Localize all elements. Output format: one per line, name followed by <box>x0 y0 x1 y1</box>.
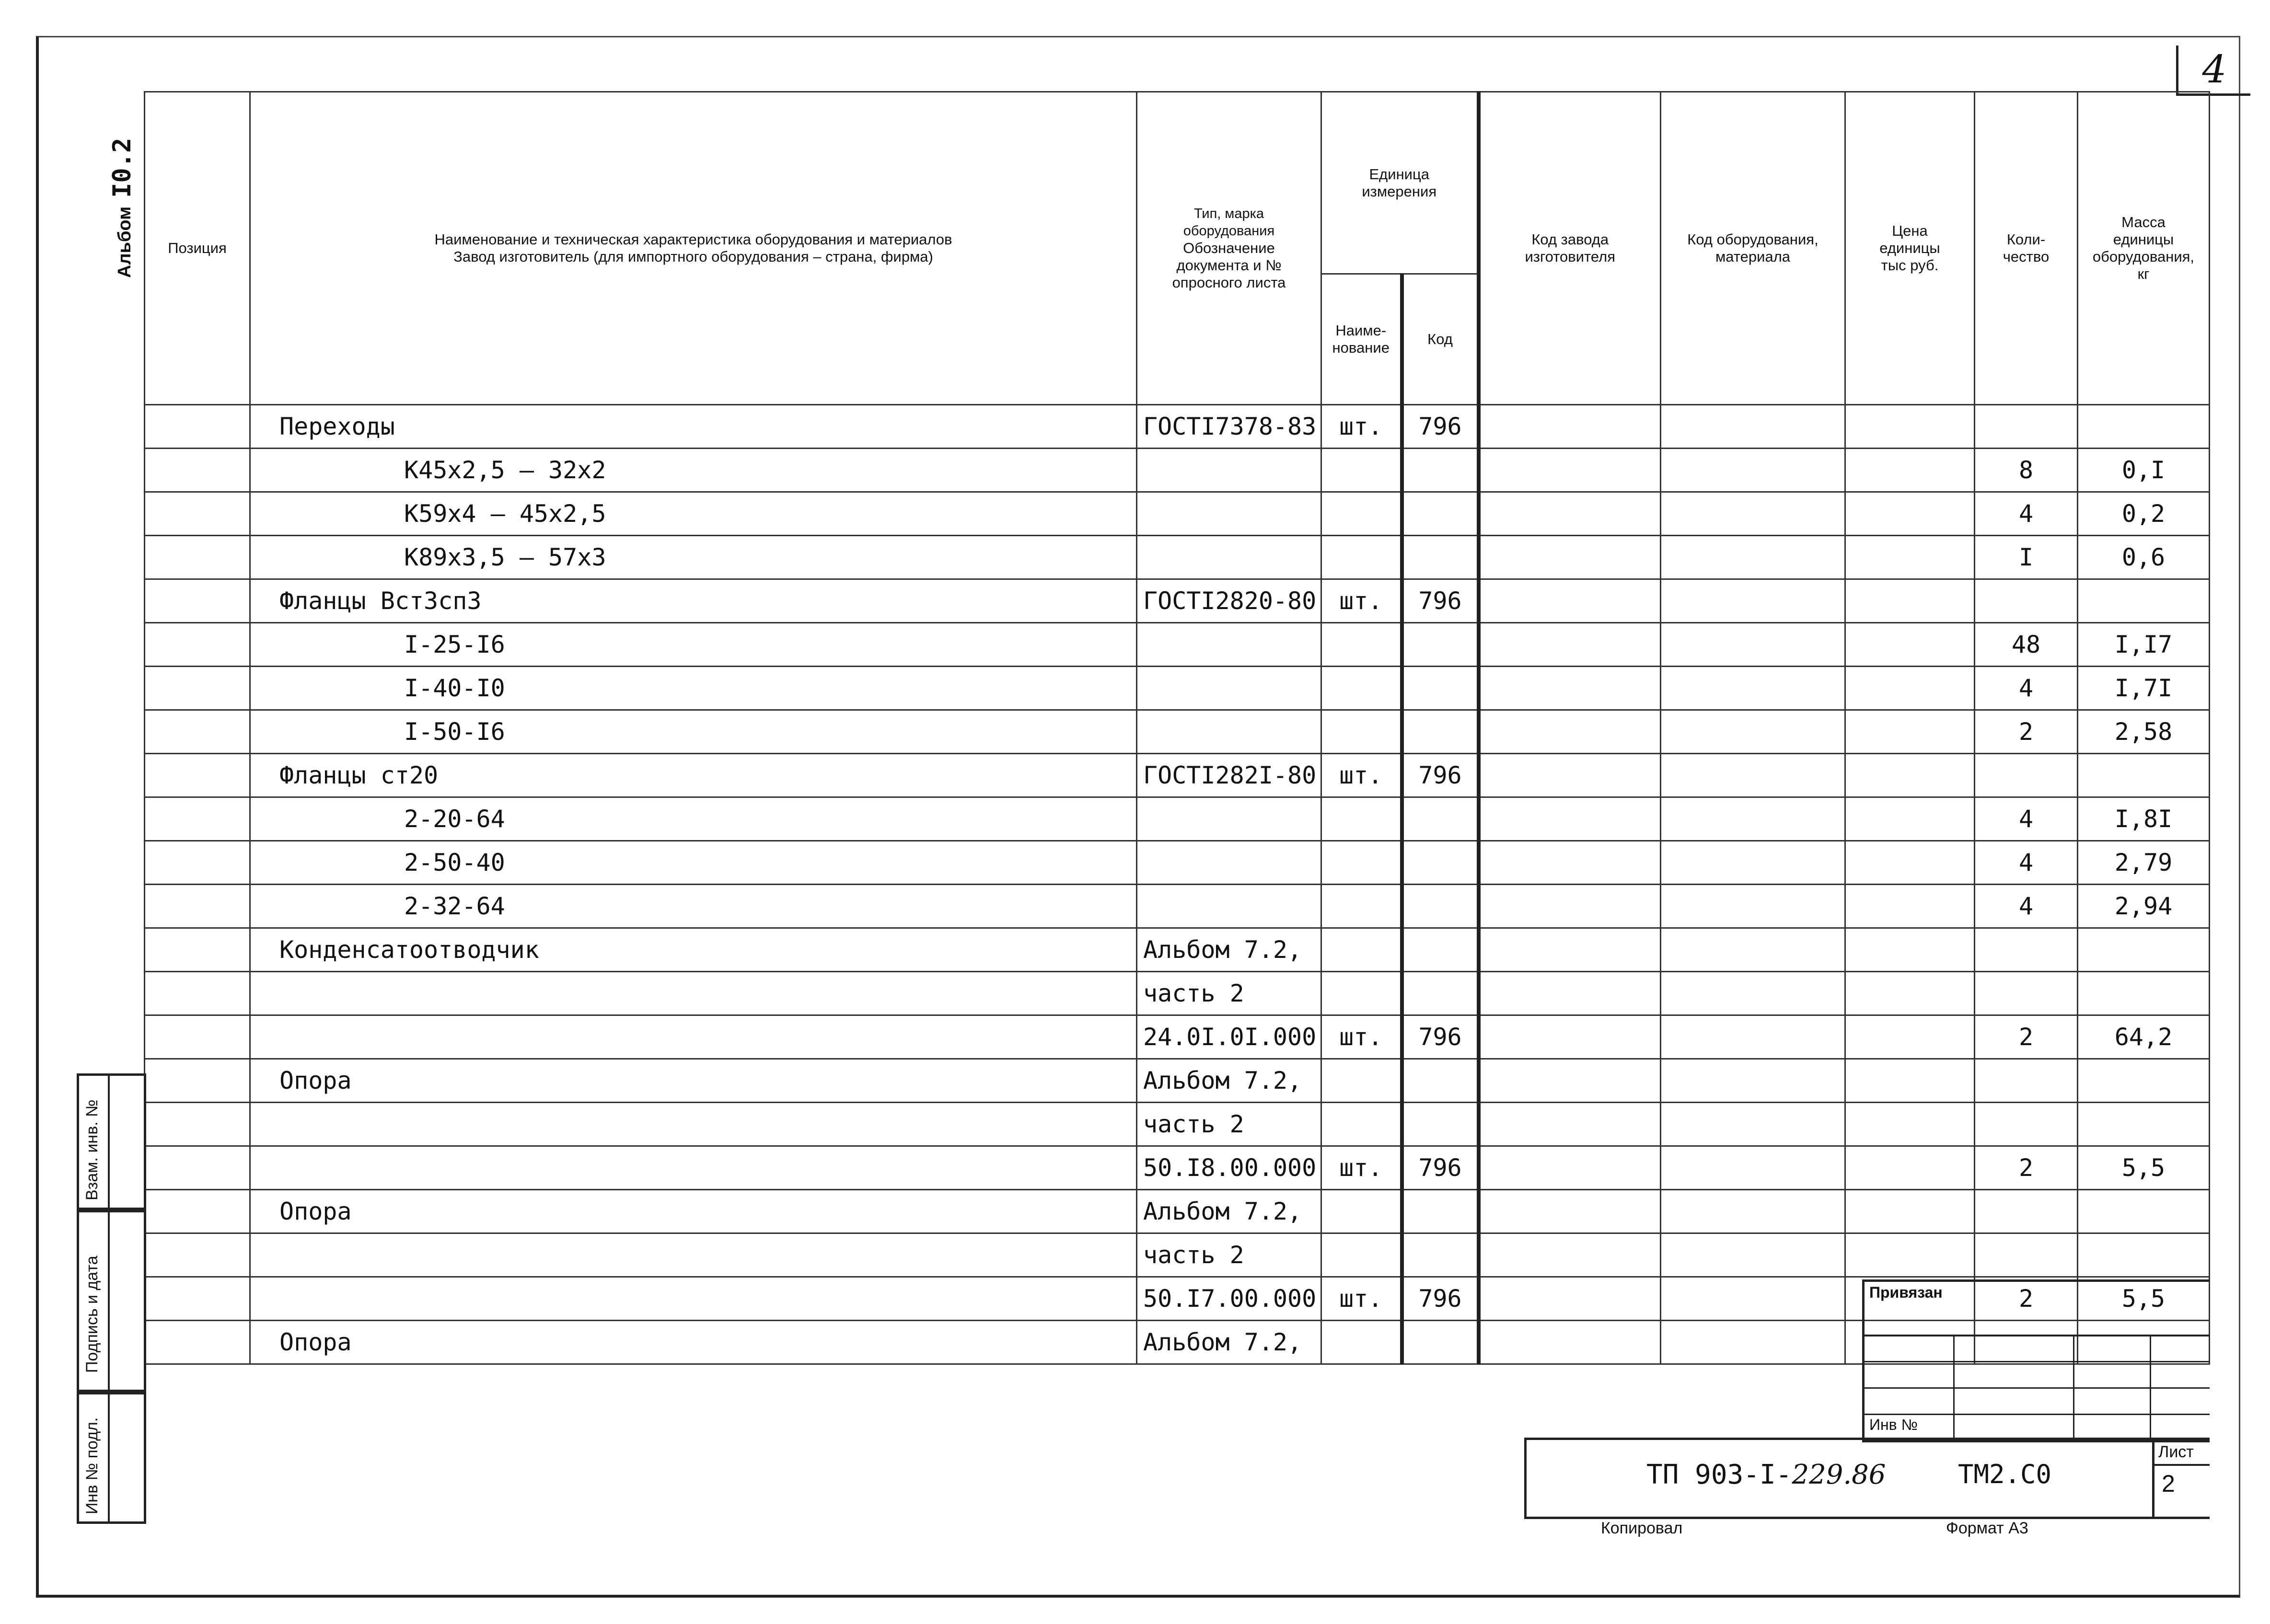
table-row <box>145 841 2210 885</box>
header-unit-name <box>1321 274 1402 405</box>
qty-cell <box>1975 1103 2078 1146</box>
position-cell <box>145 972 250 1015</box>
unit-cell <box>1321 710 1402 754</box>
code-cell <box>1402 1103 1479 1146</box>
equip-code-cell <box>1661 667 1845 710</box>
unit-cell: шт. <box>1321 754 1402 797</box>
header-price-line3: тыс руб. <box>1881 257 1939 274</box>
format-label: Формат А3 <box>1946 1519 2028 1537</box>
equip-code-cell <box>1661 754 1845 797</box>
equip-code-cell <box>1661 1277 1845 1321</box>
code-cell <box>1402 710 1479 754</box>
header-mass-line2: единицы <box>2113 231 2174 248</box>
header-plant-code-line1: Код завода <box>1531 231 1609 248</box>
price-cell <box>1845 1103 1975 1146</box>
doc-cell: ГОСТI7378-83 <box>1137 405 1321 449</box>
mass-cell: 5,5 <box>2078 1277 2210 1321</box>
doc-cell: 50.I7.00.000 <box>1137 1277 1321 1321</box>
qty-cell: 2 <box>1975 1277 2078 1321</box>
table-row <box>145 579 2210 623</box>
equip-code-cell <box>1661 797 1845 841</box>
table-row <box>145 1146 2210 1190</box>
header-unit-line2: измерения <box>1362 183 1437 200</box>
plant-code-cell <box>1479 1015 1661 1059</box>
code-cell <box>1402 797 1479 841</box>
specification-table <box>144 91 2210 1365</box>
header-position: Позиция <box>145 92 250 405</box>
price-cell <box>1845 841 1975 885</box>
code-cell: 796 <box>1402 1146 1479 1190</box>
mass-cell: 64,2 <box>2078 1015 2210 1059</box>
name-cell: I-50-I6 <box>250 710 1137 754</box>
stamp-signature-date-label: Подпись и дата <box>83 1255 101 1373</box>
code-cell <box>1402 1190 1479 1233</box>
price-cell <box>1845 972 1975 1015</box>
plant-code-cell <box>1479 841 1661 885</box>
code-cell <box>1402 536 1479 579</box>
plant-code-cell <box>1479 1233 1661 1277</box>
doc-cell: часть 2 <box>1137 1103 1321 1146</box>
table-row <box>145 1015 2210 1059</box>
plant-code-cell <box>1479 536 1661 579</box>
unit-cell <box>1321 1103 1402 1146</box>
plant-code-cell <box>1479 623 1661 667</box>
name-cell <box>250 1015 1137 1059</box>
linked-block <box>1862 1279 2210 1442</box>
plant-code-cell <box>1479 1059 1661 1103</box>
unit-cell: шт. <box>1321 579 1402 623</box>
unit-cell <box>1321 972 1402 1015</box>
header-type <box>1137 92 1321 405</box>
qty-cell <box>1975 972 2078 1015</box>
header-type-line3: Обозначение <box>1183 240 1275 256</box>
table-row <box>145 405 2210 449</box>
header-mass-line3: оборудования, <box>2092 248 2195 265</box>
header-price-line2: единицы <box>1879 240 1940 256</box>
stamp-inv-original <box>77 1390 146 1524</box>
name-cell: Конденсатоотводчик <box>250 928 1137 972</box>
plant-code-cell <box>1479 1103 1661 1146</box>
unit-cell <box>1321 928 1402 972</box>
equip-code-cell <box>1661 1190 1845 1233</box>
mass-cell: 2,79 <box>2078 841 2210 885</box>
equip-code-cell <box>1661 1059 1845 1103</box>
doc-cell: 50.I8.00.000 <box>1137 1146 1321 1190</box>
code-cell <box>1402 667 1479 710</box>
equip-code-cell <box>1661 928 1845 972</box>
doc-cell: Альбом 7.2, <box>1137 1059 1321 1103</box>
plant-code-cell <box>1479 710 1661 754</box>
header-qty-line1: Коли- <box>2006 231 2046 248</box>
name-cell <box>250 1103 1137 1146</box>
table-row <box>145 667 2210 710</box>
header-price-line1: Цена <box>1892 222 1928 239</box>
code-cell <box>1402 1059 1479 1103</box>
doc-cell <box>1137 492 1321 536</box>
position-cell <box>145 623 250 667</box>
header-type-line2: оборудования <box>1183 223 1275 239</box>
doc-cell <box>1137 841 1321 885</box>
equip-code-cell <box>1661 1015 1845 1059</box>
qty-cell: 48 <box>1975 623 2078 667</box>
code-cell <box>1402 1233 1479 1277</box>
sheet-value: 2 <box>2162 1470 2175 1497</box>
position-cell <box>145 492 250 536</box>
unit-cell <box>1321 1059 1402 1103</box>
unit-cell <box>1321 449 1402 492</box>
header-equip-code-line2: материала <box>1715 248 1791 265</box>
equip-code-cell <box>1661 536 1845 579</box>
unit-cell: шт. <box>1321 1146 1402 1190</box>
plant-code-cell <box>1479 1190 1661 1233</box>
name-cell: К89х3,5 – 57х3 <box>250 536 1137 579</box>
table-row <box>145 1233 2210 1277</box>
header-mass-line1: Масса <box>2121 214 2166 230</box>
qty-cell: 4 <box>1975 885 2078 928</box>
position-cell <box>145 405 250 449</box>
doc-code-suffix: 229.86 <box>1792 1459 1886 1490</box>
position-cell <box>145 1059 250 1103</box>
name-cell: I-25-I6 <box>250 623 1137 667</box>
mass-cell: I,8I <box>2078 797 2210 841</box>
plant-code-cell <box>1479 797 1661 841</box>
code-cell <box>1402 449 1479 492</box>
table-row <box>145 623 2210 667</box>
name-cell <box>250 1233 1137 1277</box>
code-cell <box>1402 928 1479 972</box>
doc-cell <box>1137 885 1321 928</box>
name-cell: К59х4 – 45х2,5 <box>250 492 1137 536</box>
doc-cell: часть 2 <box>1137 1233 1321 1277</box>
doc-cell <box>1137 710 1321 754</box>
album-label <box>103 138 137 278</box>
qty-cell <box>1975 1233 2078 1277</box>
code-cell: 796 <box>1402 1277 1479 1321</box>
code-cell: 796 <box>1402 754 1479 797</box>
price-cell <box>1845 492 1975 536</box>
position-cell <box>145 754 250 797</box>
name-cell <box>250 972 1137 1015</box>
equip-code-cell <box>1661 1321 1845 1364</box>
unit-cell: шт. <box>1321 1015 1402 1059</box>
equip-code-cell <box>1661 449 1845 492</box>
unit-cell <box>1321 885 1402 928</box>
header-name-line2: Завод изготовитель (для импортного оборудования – страна, фирма) <box>453 248 933 265</box>
table-row <box>145 710 2210 754</box>
equip-code-cell <box>1661 885 1845 928</box>
position-cell <box>145 797 250 841</box>
header-name-line1: Наименование и техническая характеристика оборудования и материалов <box>434 231 952 248</box>
position-cell <box>145 885 250 928</box>
unit-cell <box>1321 1190 1402 1233</box>
unit-cell <box>1321 492 1402 536</box>
header-mass <box>2078 92 2210 405</box>
doc-cell <box>1137 667 1321 710</box>
equip-code-cell <box>1661 405 1845 449</box>
price-cell <box>1845 405 1975 449</box>
plant-code-cell <box>1479 579 1661 623</box>
mass-cell <box>2078 405 2210 449</box>
price-cell <box>1845 1146 1975 1190</box>
price-cell <box>1845 449 1975 492</box>
table-row <box>145 972 2210 1015</box>
doc-cell: часть 2 <box>1137 972 1321 1015</box>
name-cell: Опора <box>250 1321 1137 1364</box>
equip-code-cell <box>1661 841 1845 885</box>
code-cell <box>1402 841 1479 885</box>
name-cell: Фланцы ст20 <box>250 754 1137 797</box>
name-cell: Фланцы Вст3сп3 <box>250 579 1137 623</box>
name-cell: К45х2,5 – 32х2 <box>250 449 1137 492</box>
name-cell: 2-32-64 <box>250 885 1137 928</box>
stamp-signature-date <box>77 1208 146 1394</box>
equip-code-cell <box>1661 972 1845 1015</box>
price-cell <box>1845 710 1975 754</box>
price-cell <box>1845 754 1975 797</box>
mass-cell: 0,2 <box>2078 492 2210 536</box>
plant-code-cell <box>1479 1321 1661 1364</box>
main-stamp <box>1524 1438 2210 1519</box>
name-cell: I-40-I0 <box>250 667 1137 710</box>
header-unit-line1: Единица <box>1369 165 1429 183</box>
stamp-inv-original-label: Инв № подл. <box>83 1417 101 1514</box>
unit-cell <box>1321 1233 1402 1277</box>
doc-cell <box>1137 623 1321 667</box>
table-row <box>145 1059 2210 1103</box>
sheet-number: 4 <box>2176 46 2250 96</box>
header-type-line1: Тип, марка <box>1193 206 1264 221</box>
mass-cell: 2,58 <box>2078 710 2210 754</box>
unit-cell <box>1321 623 1402 667</box>
doc-mark: ТМ2.С0 <box>1958 1459 2052 1489</box>
position-cell <box>145 449 250 492</box>
plant-code-cell <box>1479 1277 1661 1321</box>
mass-cell <box>2078 1059 2210 1103</box>
qty-cell: 2 <box>1975 710 2078 754</box>
position-cell <box>145 1321 250 1364</box>
price-cell <box>1845 623 1975 667</box>
table-row <box>145 1103 2210 1146</box>
header-row-1 <box>145 92 2210 274</box>
code-cell <box>1402 623 1479 667</box>
mass-cell: 0,6 <box>2078 536 2210 579</box>
price-cell <box>1845 885 1975 928</box>
header-price <box>1845 92 1975 405</box>
doc-cell: ГОСТI282I-80 <box>1137 754 1321 797</box>
qty-cell: 8 <box>1975 449 2078 492</box>
code-cell: 796 <box>1402 579 1479 623</box>
copied-label: Копировал <box>1601 1519 1683 1537</box>
mass-cell <box>2078 579 2210 623</box>
qty-cell: 2 <box>1975 1146 2078 1190</box>
mass-cell <box>2078 1190 2210 1233</box>
position-cell <box>145 667 250 710</box>
table-row <box>145 492 2210 536</box>
header-unit-name-line2: нование <box>1332 339 1390 356</box>
header-unit-name-line1: Наиме- <box>1335 322 1387 339</box>
table-row <box>145 797 2210 841</box>
doc-code <box>1646 1459 1886 1490</box>
qty-cell: 2 <box>1975 1015 2078 1059</box>
position-cell <box>145 1233 250 1277</box>
unit-cell: шт. <box>1321 405 1402 449</box>
plant-code-cell <box>1479 449 1661 492</box>
doc-cell: Альбом 7.2, <box>1137 928 1321 972</box>
qty-cell: I <box>1975 536 2078 579</box>
doc-code-prefix: ТП 903-I- <box>1646 1459 1792 1490</box>
qty-cell <box>1975 928 2078 972</box>
plant-code-cell <box>1479 972 1661 1015</box>
position-cell <box>145 1146 250 1190</box>
doc-cell: Альбом 7.2, <box>1137 1321 1321 1364</box>
qty-cell <box>1975 754 2078 797</box>
unit-cell: шт. <box>1321 1277 1402 1321</box>
mass-cell <box>2078 1233 2210 1277</box>
table-row <box>145 754 2210 797</box>
equip-code-cell <box>1661 492 1845 536</box>
position-cell <box>145 1277 250 1321</box>
equip-code-cell <box>1661 579 1845 623</box>
plant-code-cell <box>1479 667 1661 710</box>
qty-cell <box>1975 1059 2078 1103</box>
header-equip-code-line1: Код оборудования, <box>1687 231 1818 248</box>
position-cell <box>145 841 250 885</box>
position-cell <box>145 579 250 623</box>
unit-cell <box>1321 797 1402 841</box>
price-cell <box>1845 1015 1975 1059</box>
header-unit-code: Код <box>1402 274 1479 405</box>
price-cell <box>1845 797 1975 841</box>
header-unit <box>1321 92 1479 274</box>
mass-cell: 0,I <box>2078 449 2210 492</box>
code-cell <box>1402 492 1479 536</box>
plant-code-cell <box>1479 754 1661 797</box>
name-cell: Переходы <box>250 405 1137 449</box>
table-body <box>145 405 2210 1364</box>
position-cell <box>145 1190 250 1233</box>
mass-cell <box>2078 928 2210 972</box>
mass-cell: 2,94 <box>2078 885 2210 928</box>
header-type-line4: документа и № <box>1176 257 1282 274</box>
name-cell: 2-50-40 <box>250 841 1137 885</box>
plant-code-cell <box>1479 492 1661 536</box>
linked-label: Привязан <box>1869 1284 1943 1301</box>
position-cell <box>145 710 250 754</box>
position-cell <box>145 1015 250 1059</box>
doc-cell: Альбом 7.2, <box>1137 1190 1321 1233</box>
plant-code-cell <box>1479 1146 1661 1190</box>
header-name <box>250 92 1137 405</box>
mass-cell <box>2078 754 2210 797</box>
plant-code-cell <box>1479 405 1661 449</box>
code-cell: 796 <box>1402 1015 1479 1059</box>
equip-code-cell <box>1661 1146 1845 1190</box>
price-cell <box>1845 579 1975 623</box>
plant-code-cell <box>1479 885 1661 928</box>
code-cell <box>1402 972 1479 1015</box>
table-row <box>145 928 2210 972</box>
header-plant-code-line2: изготовителя <box>1525 248 1616 265</box>
header-qty-line2: чество <box>2003 248 2050 265</box>
qty-cell: 4 <box>1975 841 2078 885</box>
table-row <box>145 449 2210 492</box>
header-equip-code <box>1661 92 1845 405</box>
price-cell <box>1845 667 1975 710</box>
mass-cell: I,7I <box>2078 667 2210 710</box>
price-cell <box>1845 536 1975 579</box>
unit-cell <box>1321 1321 1402 1364</box>
stamp-replaced-inv-label: Взам. инв. № <box>83 1099 101 1200</box>
table-row <box>145 885 2210 928</box>
inv-no-label: Инв № <box>1869 1416 1918 1433</box>
mass-cell: I,I7 <box>2078 623 2210 667</box>
code-cell <box>1402 885 1479 928</box>
equip-code-cell <box>1661 1103 1845 1146</box>
header-plant-code <box>1479 92 1661 405</box>
qty-cell: 4 <box>1975 797 2078 841</box>
qty-cell <box>1975 579 2078 623</box>
price-cell <box>1845 1059 1975 1103</box>
doc-cell: ГОСТI2820-80 <box>1137 579 1321 623</box>
album-word: Альбом <box>115 206 135 278</box>
code-cell <box>1402 1321 1479 1364</box>
sheet-label: Лист <box>2158 1443 2194 1461</box>
plant-code-cell <box>1479 928 1661 972</box>
unit-cell <box>1321 667 1402 710</box>
qty-cell: 4 <box>1975 492 2078 536</box>
equip-code-cell <box>1661 710 1845 754</box>
table-row <box>145 536 2210 579</box>
unit-cell <box>1321 841 1402 885</box>
album-text <box>108 138 137 278</box>
qty-cell <box>1975 405 2078 449</box>
code-cell: 796 <box>1402 405 1479 449</box>
position-cell <box>145 928 250 972</box>
name-cell <box>250 1277 1137 1321</box>
album-number: I0.2 <box>108 138 137 198</box>
position-cell <box>145 1103 250 1146</box>
equip-code-cell <box>1661 1233 1845 1277</box>
table-row <box>145 1190 2210 1233</box>
mass-cell: 5,5 <box>2078 1146 2210 1190</box>
name-cell: 2-20-64 <box>250 797 1137 841</box>
name-cell: Опора <box>250 1059 1137 1103</box>
header-qty <box>1975 92 2078 405</box>
qty-cell: 4 <box>1975 667 2078 710</box>
name-cell: Опора <box>250 1190 1137 1233</box>
price-cell <box>1845 1190 1975 1233</box>
mass-cell <box>2078 1103 2210 1146</box>
price-cell <box>1845 1233 1975 1277</box>
header-mass-line4: кг <box>2137 265 2150 282</box>
position-cell <box>145 536 250 579</box>
stamp-replaced-inv <box>77 1073 146 1212</box>
name-cell <box>250 1146 1137 1190</box>
doc-cell <box>1137 797 1321 841</box>
equip-code-cell <box>1661 623 1845 667</box>
price-cell <box>1845 928 1975 972</box>
doc-cell: 24.0I.0I.000 <box>1137 1015 1321 1059</box>
header-type-line5: опросного листа <box>1172 274 1286 291</box>
unit-cell <box>1321 536 1402 579</box>
doc-cell <box>1137 449 1321 492</box>
mass-cell <box>2078 972 2210 1015</box>
doc-cell <box>1137 536 1321 579</box>
qty-cell <box>1975 1190 2078 1233</box>
